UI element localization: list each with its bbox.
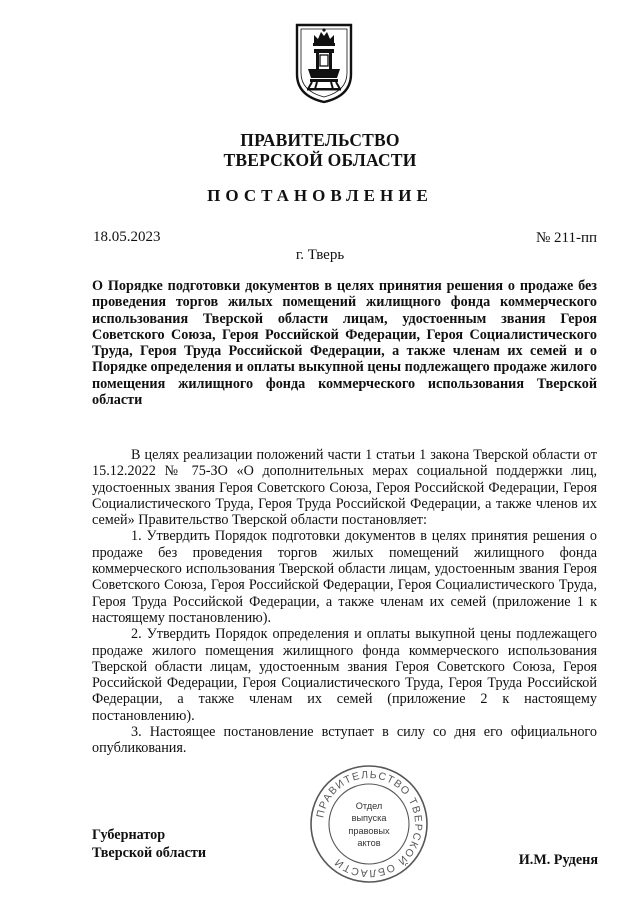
stamp-line4: актов bbox=[357, 837, 381, 848]
org-name-line2: ТВЕРСКОЙ ОБЛАСТИ bbox=[223, 150, 417, 170]
stamp-line2: выпуска bbox=[351, 813, 387, 824]
signer-position bbox=[92, 826, 206, 862]
signer-name: И.М. Руденя bbox=[518, 852, 598, 868]
document-body bbox=[92, 447, 597, 757]
stamp-inner-text bbox=[336, 800, 402, 849]
stamp-ring-text: ПРАВИТЕЛЬСТВО ТВЕРСКОЙ ОБЛАСТИ bbox=[314, 768, 425, 880]
document-title: О Порядке подготовки документов в целях принятия решения о продаже без проведения торгов жилых помещений жилищного фонда коммерческого использования Тверской области лицам, удостоенным звания Героя Советского Союза, Героя Российской Федерации, Героя Социалистического Труда, Героя Труда Российской Федерации, а также членам их семей и о Порядке определения и оплаты выкупной цены подлежащего продаже жилого помещения жилищного фонда коммерческого использования Тверской области bbox=[92, 278, 597, 409]
signer-position-line2: Тверской области bbox=[92, 845, 207, 861]
item-1-paragraph: 1. Утвердить Порядок подготовки документов в целях принятия решения о продаже без проведения торгов жилых помещений жилищного фонда коммерческого использования Тверской области лицам, удостоенным звания Героя Советского Союза, Героя Российской Федерации, Героя Социалистического Труда, Героя Труда Российской Федерации, а также членам их семей (приложение 1 к настоящему постановлению). bbox=[92, 528, 597, 626]
item-3-paragraph: 3. Настоящее постановление вступает в силу со дня его официального опубликования. bbox=[92, 724, 597, 757]
item-2-paragraph: 2. Утвердить Порядок определения и оплаты выкупной цены подлежащего продаже жилого помещения жилищного фонда коммерческого использования Тверской области лицам, удостоенным звания Героя Советского Союза, Героя Российской Федерации, Героя Социалистического Труда, Героя Труда Российской Федерации, а также членам их семей (приложение 2 к настоящему постановлению). bbox=[92, 626, 597, 724]
stamp-line3: правовых bbox=[348, 825, 390, 836]
stamp-line1: Отдел bbox=[355, 801, 383, 811]
document-number: № 211-пп bbox=[535, 230, 597, 246]
signer-position-line1: Губернатор bbox=[92, 827, 166, 843]
preamble-paragraph: В целях реализации положений части 1 статьи 1 закона Тверской области от 15.12.2022 № 75-ЗО «О дополнительных мерах социальной поддержки лиц, удостоенных звания Героя Советского Союза, Героя Российской Федерации, Героя Социалистического Труда, Героя Труда Российской Федерации, а также членов их семей» Правительство Тверской области постановляет: bbox=[92, 447, 597, 529]
document-date: 18.05.2023 bbox=[93, 229, 161, 245]
document-type: ПОСТАНОВЛЕНИЕ bbox=[207, 186, 433, 205]
org-name-line1: ПРАВИТЕЛЬСТВО bbox=[240, 130, 400, 150]
tver-coat-of-arms-icon bbox=[293, 22, 355, 104]
document-city: г. Тверь bbox=[295, 247, 345, 263]
